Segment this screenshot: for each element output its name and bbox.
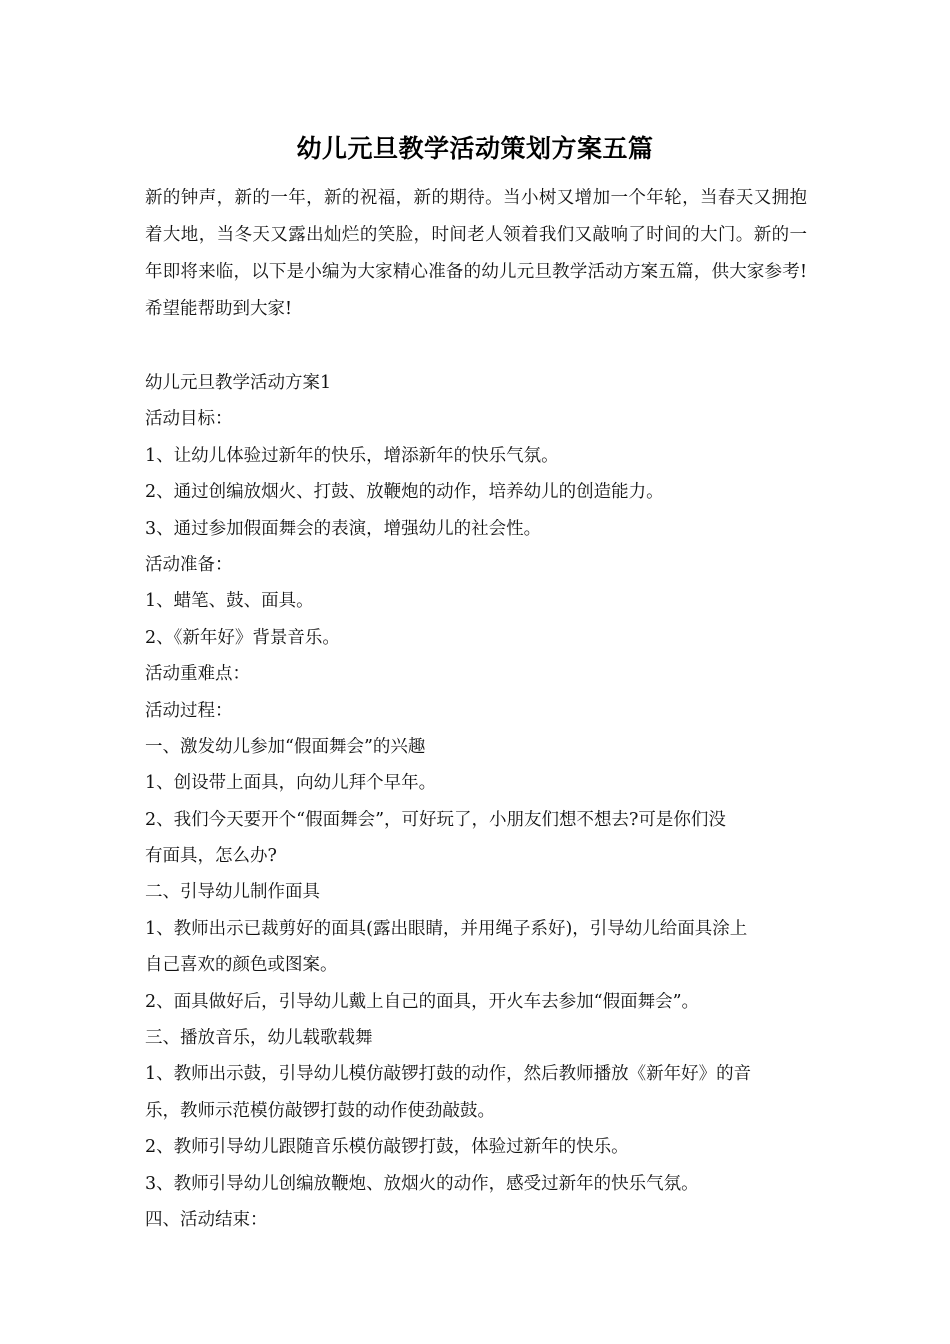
text-line: 1、教师出示鼓，引导幼儿模仿敲锣打鼓的动作，然后教师播放《新年好》的音: [145, 1064, 752, 1085]
text-line: 四、活动结束：: [145, 1209, 268, 1230]
intro-paragraph: 新的钟声，新的一年，新的祝福，新的期待。当小树又增加一个年轮，当春天又拥抱着大地，当冬天又露出灿烂的笑脸，时间老人领着我们又敲响了时间的大门。新的一年即将来临，以下是小编为大家精心准备的幼儿元旦教学活动方案五篇，供大家参考!希望能帮助到大家!: [145, 188, 807, 319]
text-line: 一、激发幼儿参加“假面舞会”的兴趣: [145, 736, 426, 757]
text-line: 二、引导幼儿制作面具: [145, 882, 320, 903]
text-line: 2、《新年好》背景音乐。: [145, 627, 340, 648]
text-line: 活动重难点：: [145, 664, 250, 685]
text-line: 三、播放音乐，幼儿载歌载舞: [145, 1028, 373, 1049]
text-line: 有面具，怎么办?: [145, 846, 277, 867]
text-line: 乐，教师示范模仿敲锣打鼓的动作使劲敲鼓。: [145, 1100, 495, 1121]
text-line: 1、蜡笔、鼓、面具。: [145, 591, 314, 612]
text-line: 3、通过参加假面舞会的表演，增强幼儿的社会性。: [145, 518, 542, 539]
text-line: 2、面具做好后，引导幼儿戴上自己的面具，开火车去参加“假面舞会”。: [145, 991, 700, 1012]
body-text: [145, 365, 807, 1238]
text-line: 1、创设带上面具，向幼儿拜个早年。: [145, 773, 437, 794]
text-line: 2、通过创编放烟火、打鼓、放鞭炮的动作，培养幼儿的创造能力。: [145, 482, 664, 503]
text-line: 活动过程：: [145, 700, 233, 721]
text-line: 3、教师引导幼儿创编放鞭炮、放烟火的动作，感受过新年的快乐气氛。: [145, 1173, 699, 1194]
text-line: 1、让幼儿体验过新年的快乐，增添新年的快乐气氛。: [145, 445, 559, 466]
text-line: 幼儿元旦教学活动方案1: [145, 373, 332, 393]
text-line: 活动准备：: [145, 554, 233, 575]
text-line: 2、教师引导幼儿跟随音乐模仿敲锣打鼓，体验过新年的快乐。: [145, 1137, 629, 1158]
text-line: 1、教师出示已裁剪好的面具(露出眼睛，并用绳子系好)，引导幼儿给面具涂上: [145, 918, 748, 939]
text-line: 活动目标：: [145, 409, 233, 430]
document-title: 幼儿元旦教学活动策划方案五篇: [296, 134, 654, 163]
text-line: 自己喜欢的颜色或图案。: [145, 955, 338, 976]
text-line: 2、我们今天要开个“假面舞会”，可好玩了，小朋友们想不想去?可是你们没: [145, 809, 726, 830]
